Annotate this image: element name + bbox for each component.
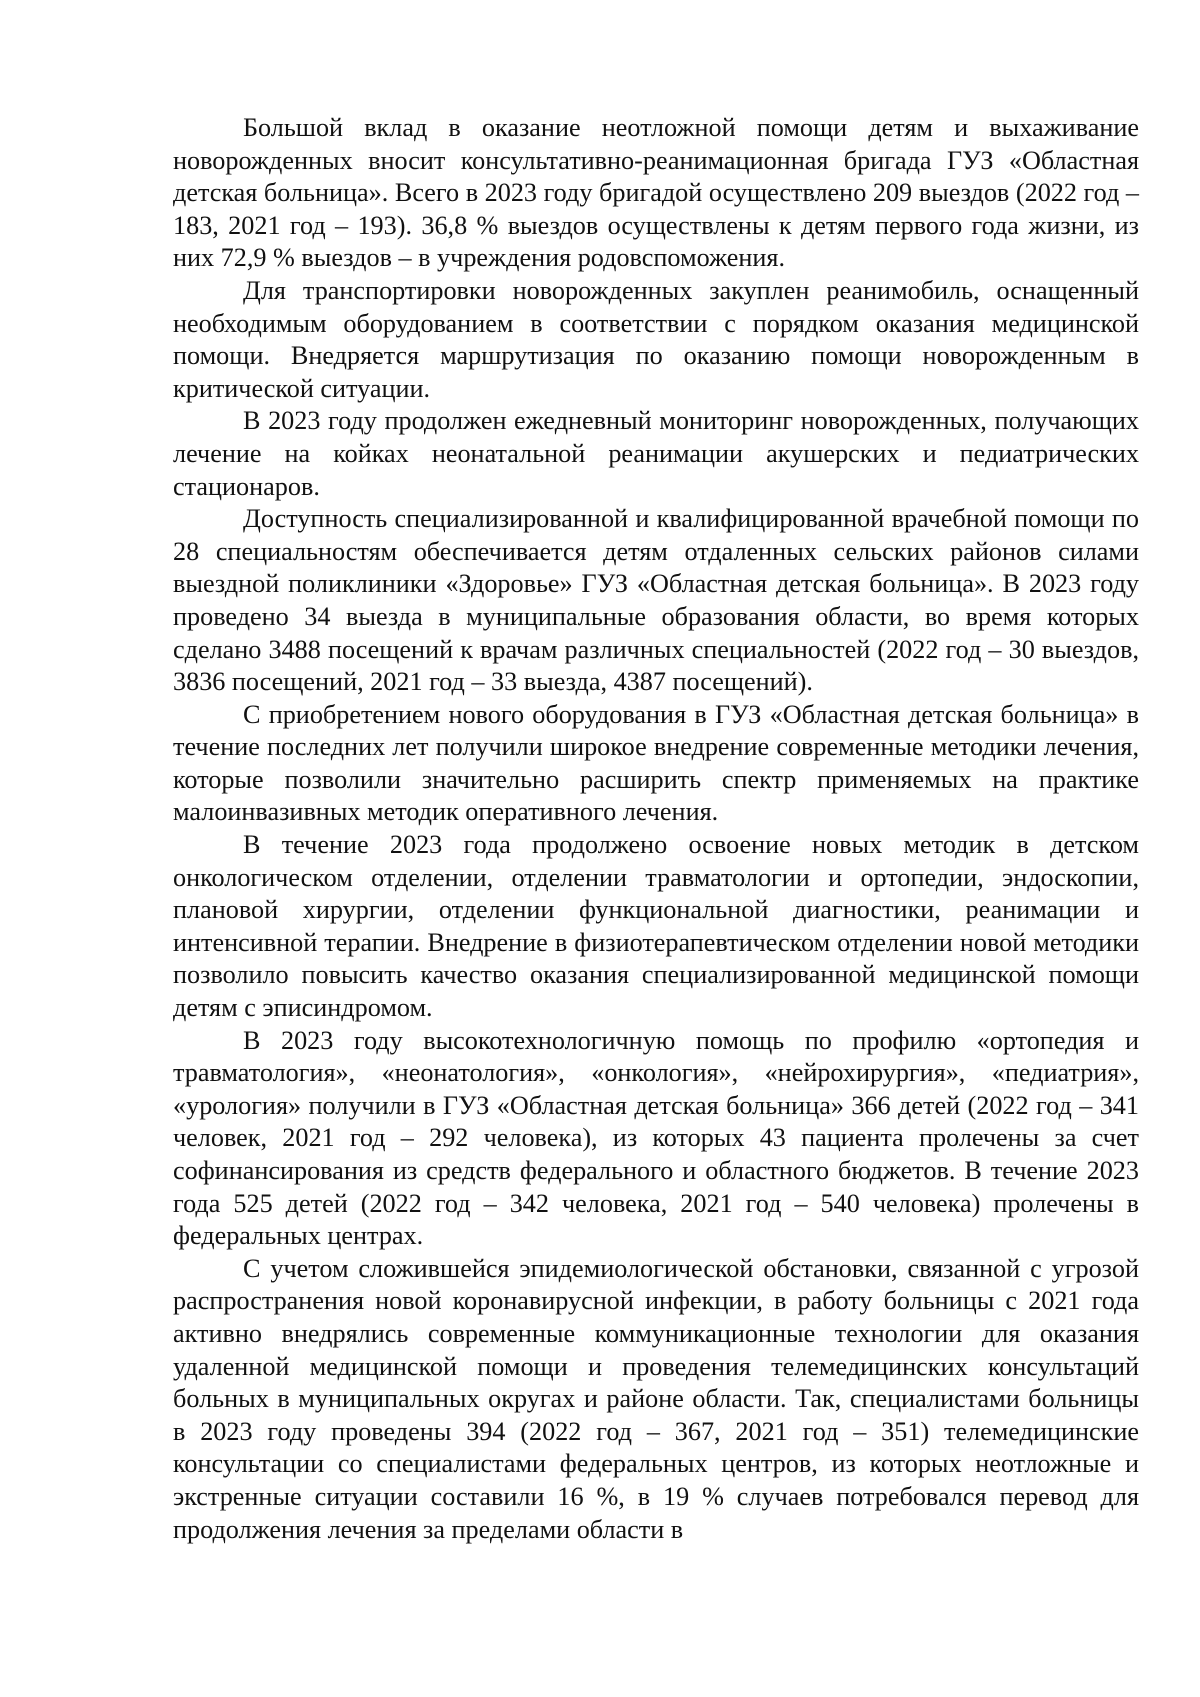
paragraph-neonatal-transport: Для транспортировки новорожденных закуплен реанимобиль, оснащенный необходимым оборудованием в соответствии с порядком оказания медицинской помощи. Внедряется маршрутизация по оказанию помощи новорожденным в критической ситуации.: [173, 275, 1139, 403]
paragraph-neonatal-monitoring: В 2023 году продолжен ежедневный мониторинг новорожденных, получающих лечение на койках неонатальной реанимации акушерских и педиатрических стационаров.: [173, 406, 1139, 501]
paragraph-neonatal-resuscitation-team: Большой вклад в оказание неотложной помощи детям и выхаживание новорожденных вносит консультативно-реанимационная бригада ГУЗ «Областная детская больница». Всего в 2023 году бригадой осуществлено 209 выездов (2022 год – 183, 2021 год – 193). 36,8 % выездов осуществлены к детям первого года жизни, из них 72,9 % выездов – в учреждения родовспоможения.: [173, 113, 1139, 273]
document-body: [173, 112, 1139, 1546]
paragraph-new-equipment: С приобретением нового оборудования в ГУЗ «Областная детская больница» в течение последних лет получили широкое внедрение современные методики лечения, которые позволили значительно расширить спектр применяемых на практике малоинвазивных методик оперативного лечения.: [173, 699, 1139, 827]
paragraph-telemedicine: С учетом сложившейся эпидемиологической обстановки, связанной с угрозой распространения новой коронавирусной инфекции, в работу больницы с 2021 года активно внедрялись современные коммуникационные технологии для оказания удаленной медицинской помощи и проведения телемедицинских консультаций больных в муниципальных округах и районе области. Так, специалистами больницы в 2023 году проведены 394 (2022 год – 367, 2021 год – 351) телемедицинские консультации со специалистами федеральных центров, из которых неотложные и экстренные ситуации составили 16 %, в 19 % случаев потребовался перевод для продолжения лечения за пределами области в: [173, 1253, 1139, 1544]
paragraph-high-tech-care: В 2023 году высокотехнологичную помощь по профилю «ортопедия и травматология», «неонатология», «онкология», «нейрохирургия», «педиатрия», «урология» получили в ГУЗ «Областная детская больница» 366 детей (2022 год – 341 человек, 2021 год – 292 человека), из которых 43 пациента пролечены за счет софинансирования из средств федерального и областного бюджетов. В течение 2023 года 525 детей (2022 год – 342 человека, 2021 год – 540 человека) пролечены в федеральных центрах.: [173, 1025, 1139, 1251]
paragraph-mobile-clinic: Доступность специализированной и квалифицированной врачебной помощи по 28 специальностям обеспечивается детям отдаленных сельских районов силами выездной поликлиники «Здоровье» ГУЗ «Областная детская больница». В 2023 году проведено 34 выезда в муниципальные образования области, во время которых сделано 3488 посещений к врачам различных специальностей (2022 год – 30 выездов, 3836 посещений, 2021 год – 33 выезда, 4387 посещений).: [173, 504, 1139, 697]
paragraph-new-methods: В течение 2023 года продолжено освоение новых методик в детском онкологическом отделении, отделении травматологии и ортопедии, эндоскопии, плановой хирургии, отделении функциональной диагностики, реанимации и интенсивной терапии. Внедрение в физиотерапевтическом отделении новой методики позволило повысить качество оказания специализированной медицинской помощи детям с эписиндромом.: [173, 830, 1139, 1023]
